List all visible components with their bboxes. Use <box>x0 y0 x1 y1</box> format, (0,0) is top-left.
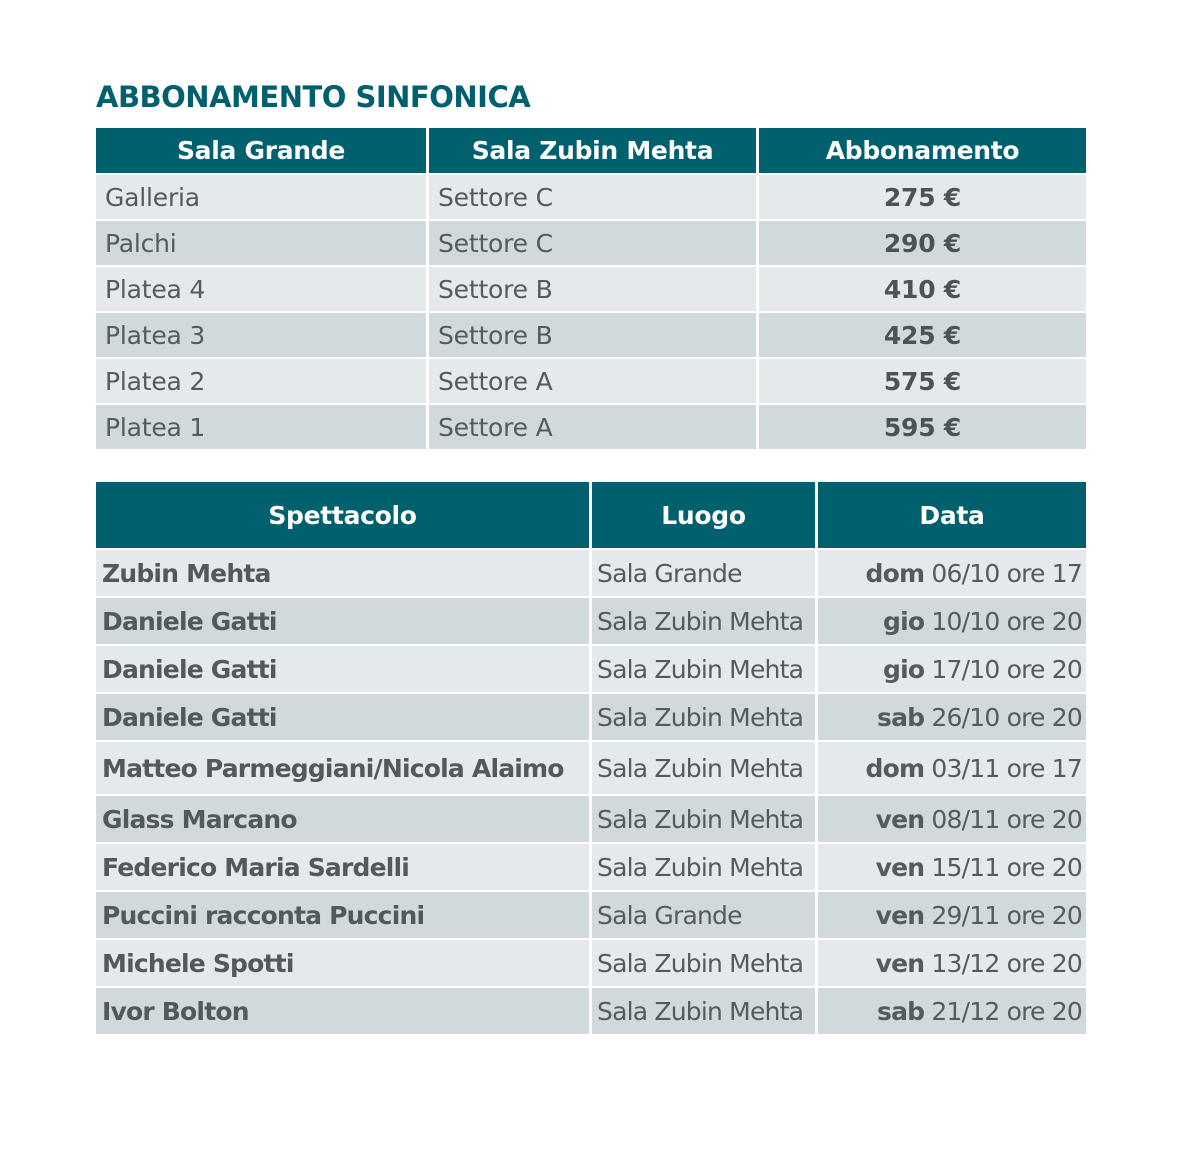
table-row <box>96 357 1086 403</box>
date-time-label: 13/12 ore 20 <box>924 948 1082 978</box>
table-row <box>96 403 1086 449</box>
weekday-label: gio <box>883 606 925 636</box>
sala-grande-cell: Platea 3 <box>96 311 426 357</box>
date-time-label: 17/10 ore 20 <box>924 654 1082 684</box>
sala-zubin-mehta-cell: Settore A <box>429 357 756 403</box>
price-cell: 275 € <box>759 173 1086 219</box>
date-cell <box>818 692 1086 740</box>
table-row <box>96 986 1086 1034</box>
sala-zubin-mehta-cell: Settore C <box>429 219 756 265</box>
sala-grande-cell: Palchi <box>96 219 426 265</box>
table-row <box>96 173 1086 219</box>
price-cell: 575 € <box>759 357 1086 403</box>
performer-cell: Puccini racconta Puccini <box>96 890 589 938</box>
column-header-sala-grande: Sala Grande <box>96 128 426 173</box>
date-time-label: 06/10 ore 17 <box>924 558 1082 588</box>
date-time-label: 03/11 ore 17 <box>924 753 1082 783</box>
performer-cell: Federico Maria Sardelli <box>96 842 589 890</box>
sala-grande-cell: Platea 4 <box>96 265 426 311</box>
date-cell <box>818 986 1086 1034</box>
weekday-label: gio <box>883 654 925 684</box>
performer-cell: Ivor Bolton <box>96 986 589 1034</box>
sala-zubin-mehta-cell: Settore B <box>429 311 756 357</box>
date-time-label: 26/10 ore 20 <box>924 702 1082 732</box>
date-time-label: 15/11 ore 20 <box>924 852 1082 882</box>
table-row <box>96 265 1086 311</box>
date-time-label: 21/12 ore 20 <box>924 996 1082 1026</box>
venue-cell: Sala Zubin Mehta <box>592 938 815 986</box>
events-schedule-table <box>93 482 1089 1034</box>
column-header-spettacolo: Spettacolo <box>96 482 589 548</box>
sala-grande-cell: Platea 2 <box>96 357 426 403</box>
performer-cell: Glass Marcano <box>96 794 589 842</box>
weekday-label: sab <box>877 996 925 1026</box>
date-cell <box>818 740 1086 794</box>
table-row <box>96 644 1086 692</box>
date-cell <box>818 938 1086 986</box>
price-cell: 425 € <box>759 311 1086 357</box>
venue-cell: Sala Zubin Mehta <box>592 740 815 794</box>
table-row <box>96 692 1086 740</box>
performer-cell: Daniele Gatti <box>96 692 589 740</box>
performer-cell: Michele Spotti <box>96 938 589 986</box>
sala-grande-cell: Platea 1 <box>96 403 426 449</box>
column-header-data: Data <box>818 482 1086 548</box>
table-row <box>96 938 1086 986</box>
date-cell <box>818 644 1086 692</box>
table-row <box>96 219 1086 265</box>
venue-cell: Sala Zubin Mehta <box>592 842 815 890</box>
column-header-abbonamento: Abbonamento <box>759 128 1086 173</box>
subscription-header-row <box>96 128 1086 173</box>
weekday-label: dom <box>865 753 925 783</box>
date-cell <box>818 794 1086 842</box>
venue-cell: Sala Grande <box>592 548 815 596</box>
price-cell: 595 € <box>759 403 1086 449</box>
table-row <box>96 596 1086 644</box>
date-cell <box>818 596 1086 644</box>
performer-cell: Daniele Gatti <box>96 596 589 644</box>
venue-cell: Sala Zubin Mehta <box>592 986 815 1034</box>
weekday-label: ven <box>875 804 925 834</box>
page-title: ABBONAMENTO SINFONICA <box>96 80 531 114</box>
table-row <box>96 842 1086 890</box>
weekday-label: dom <box>865 558 925 588</box>
table-row <box>96 890 1086 938</box>
performer-cell: Zubin Mehta <box>96 548 589 596</box>
date-time-label: 29/11 ore 20 <box>924 900 1082 930</box>
venue-cell: Sala Zubin Mehta <box>592 644 815 692</box>
events-header-row <box>96 482 1086 548</box>
weekday-label: ven <box>875 900 925 930</box>
table-row <box>96 794 1086 842</box>
date-time-label: 08/11 ore 20 <box>924 804 1082 834</box>
column-header-luogo: Luogo <box>592 482 815 548</box>
weekday-label: ven <box>875 852 925 882</box>
weekday-label: sab <box>877 702 925 732</box>
table-row <box>96 311 1086 357</box>
date-cell <box>818 842 1086 890</box>
sala-grande-cell: Galleria <box>96 173 426 219</box>
performer-cell: Matteo Parmeggiani/Nicola Alaimo <box>96 740 589 794</box>
subscription-price-table <box>93 128 1089 449</box>
venue-cell: Sala Zubin Mehta <box>592 596 815 644</box>
table-row <box>96 548 1086 596</box>
weekday-label: ven <box>875 948 925 978</box>
venue-cell: Sala Grande <box>592 890 815 938</box>
date-cell <box>818 890 1086 938</box>
date-time-label: 10/10 ore 20 <box>924 606 1082 636</box>
date-cell <box>818 548 1086 596</box>
sala-zubin-mehta-cell: Settore B <box>429 265 756 311</box>
venue-cell: Sala Zubin Mehta <box>592 794 815 842</box>
performer-cell: Daniele Gatti <box>96 644 589 692</box>
price-cell: 290 € <box>759 219 1086 265</box>
price-cell: 410 € <box>759 265 1086 311</box>
sala-zubin-mehta-cell: Settore A <box>429 403 756 449</box>
sala-zubin-mehta-cell: Settore C <box>429 173 756 219</box>
column-header-sala-zubin-mehta: Sala Zubin Mehta <box>429 128 756 173</box>
table-row <box>96 740 1086 794</box>
venue-cell: Sala Zubin Mehta <box>592 692 815 740</box>
